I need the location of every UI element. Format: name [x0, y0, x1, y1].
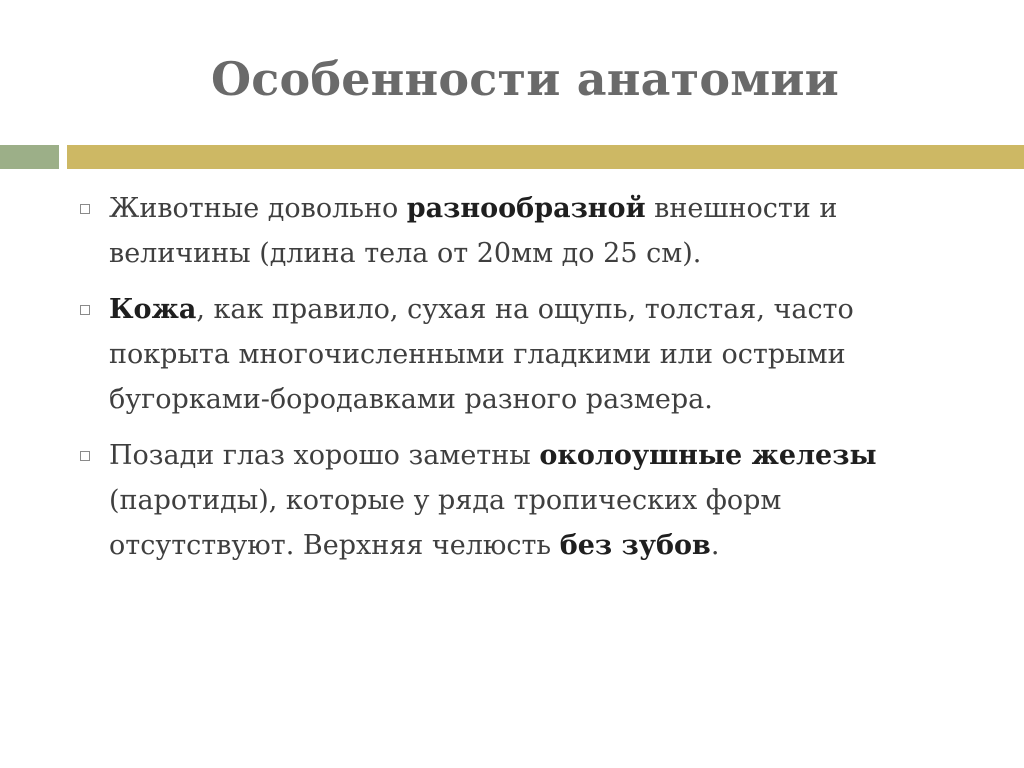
bullet-text: [109, 433, 950, 568]
bullet-item: [80, 287, 950, 422]
bullet-text-part-bold: без зубов: [559, 530, 711, 561]
bullet-text-part: Животные довольно: [109, 193, 407, 224]
bullet-list: [80, 186, 950, 579]
slide-title: Особенности анатомии: [210, 52, 840, 106]
hollow-square-icon: [80, 451, 90, 461]
bullet-text-part-bold: Кожа: [109, 294, 197, 325]
bullet-text-part: внешности и величины (длина тела от 20мм до 25 см).: [109, 193, 838, 269]
decorative-band-left: [0, 145, 59, 169]
bullet-text: [109, 287, 950, 422]
bullet-item: [80, 433, 950, 568]
hollow-square-icon: [80, 204, 90, 214]
decorative-band-right: [67, 145, 1024, 169]
hollow-square-icon: [80, 305, 90, 315]
bullet-text-part: .: [710, 530, 720, 561]
bullet-text: [109, 186, 950, 276]
bullet-text-part: , как правило, сухая на ощупь, толстая, часто покрыта многочисленными гладкими или острыми бугорками-бородавками разного размера.: [109, 294, 854, 415]
bullet-text-part: Позади глаз хорошо заметны: [109, 440, 540, 471]
bullet-text-part-bold: околоушные железы: [539, 440, 877, 471]
bullet-text-part-bold: разнообразной: [406, 193, 646, 224]
bullet-text-part: (паротиды), которые у ряда тропических форм отсутствуют. Верхняя челюсть: [109, 485, 782, 561]
bullet-item: [80, 186, 950, 276]
